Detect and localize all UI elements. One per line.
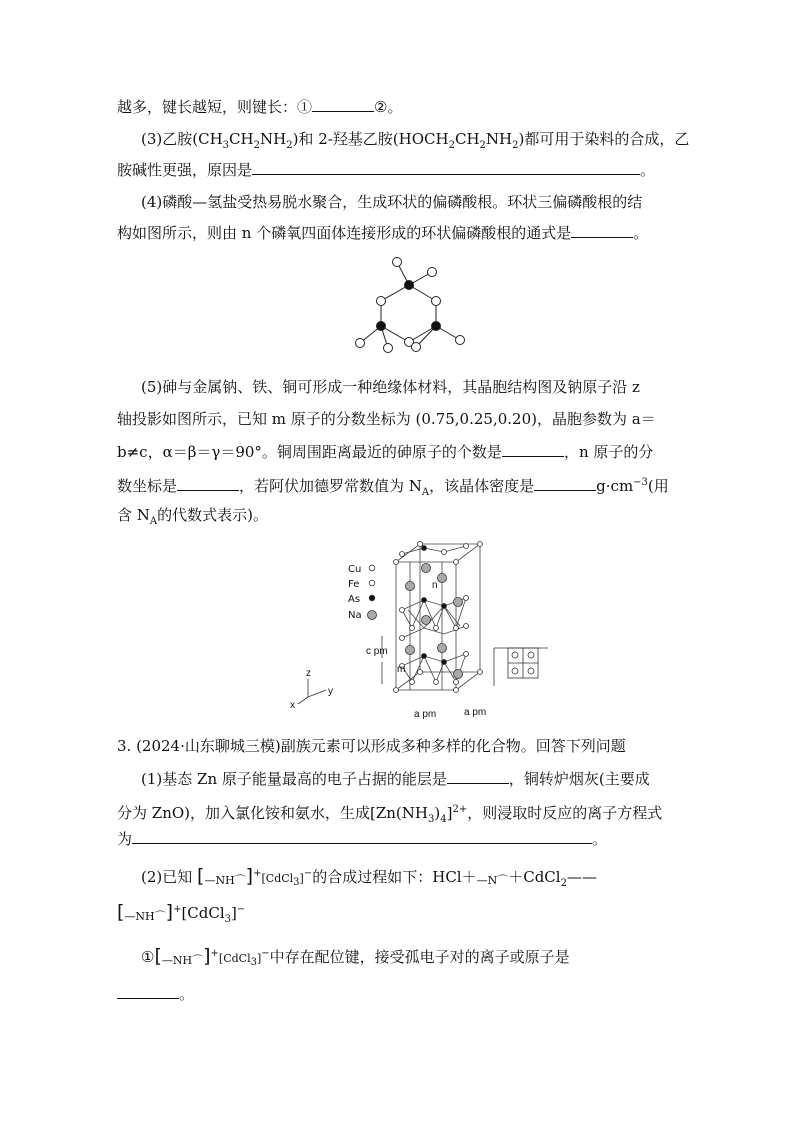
text-line: 胺碱性更强，原因是 。	[117, 161, 656, 179]
answer-blank[interactable]	[534, 475, 596, 491]
text-line: 数坐标是 ，若阿伏加德罗常数值为 $N_A$，该晶体密度是 $g\cdot cm^{-3}$(用	[117, 477, 669, 498]
svg-text:Na: Na	[348, 610, 362, 621]
answer-blank[interactable]	[447, 768, 509, 784]
text-line: 含 $N_A$的代数式表示)。	[117, 506, 268, 527]
text-line: 轴投影如图所示，已知 m 原子的分数坐标为 (0.75,0.25,0.20)，晶胞参数为 a＝	[117, 410, 656, 428]
question-3-title: 3. (2024·山东聊城三模)副族元素可以形成多种多样的化合物。回答下列问题	[117, 737, 626, 755]
question-4: (4)磷酸—氢盐受热易脱水聚合，生成环状的偏磷酸根。环状三偏磷酸根的结	[141, 193, 643, 211]
svg-text:Fe: Fe	[348, 579, 360, 590]
answer-blank[interactable]	[132, 828, 592, 844]
question-3: (3)乙胺$(CH_3CH_2NH_2)$和 2-羟基乙胺$(HOCH_2CH_2NH_2)$都可用于染料的合成，乙	[141, 130, 690, 151]
svg-text:n: n	[432, 580, 438, 591]
text-line: 分为 ZnO)，加入氯化铵和氨水，生成$[Zn(NH_3)_4]^{2+}$，则浸取时反应的离子方程式	[117, 804, 663, 825]
text-line: b≠c，α＝β＝γ＝90°。铜周围距离最近的砷原子的个数是 ，n 原子的分	[117, 443, 654, 461]
text-line: [—NH⌒]+[CdCl$_3$]−	[117, 901, 246, 925]
svg-text:x: x	[290, 700, 295, 711]
svg-text:c pm: c pm	[366, 646, 388, 657]
answer-blank[interactable]	[117, 983, 179, 999]
svg-text:As: As	[348, 594, 361, 605]
text-line: ①[—NH⌒]+[CdCl$_3$]−中存在配位键，接受孤电子对的离子或原子是	[141, 945, 570, 969]
svg-text:Cu: Cu	[348, 564, 362, 575]
svg-text:m: m	[397, 664, 406, 675]
text-line: 越多，键长越短，则键长：① ②。	[117, 98, 403, 116]
text-line: 构如图所示，则由 n 个磷氧四面体连接形成的环状偏磷酸根的通式是 。	[117, 224, 649, 242]
answer-blank[interactable]	[502, 441, 564, 457]
question-5: (5)砷与金属钠、铁、铜可形成一种绝缘体材料，其晶胞结构图及钠原子沿 z	[141, 378, 640, 396]
svg-text:y: y	[328, 686, 333, 697]
svg-text:z: z	[306, 668, 311, 679]
answer-blank[interactable]	[571, 222, 633, 238]
answer-blank[interactable]	[177, 475, 239, 491]
crystal-cell-diagram	[284, 532, 554, 722]
text-line: 。	[117, 983, 194, 1004]
answer-blank[interactable]	[252, 159, 640, 175]
trimetaphosphate-diagram	[350, 252, 470, 354]
text-line: (2)已知 [—NH⌒]+[CdCl$_3$]−的合成过程如下：HCl＋—N⌒＋CdCl$_2$——	[141, 865, 597, 889]
answer-blank[interactable]	[312, 96, 374, 112]
svg-text:a pm: a pm	[464, 707, 487, 718]
svg-text:a pm: a pm	[414, 709, 437, 720]
text-line: (1)基态 Zn 原子能量最高的电子占据的能层是 ，铜转炉烟灰(主要成	[141, 770, 650, 788]
text-line: 为 。	[117, 830, 608, 848]
